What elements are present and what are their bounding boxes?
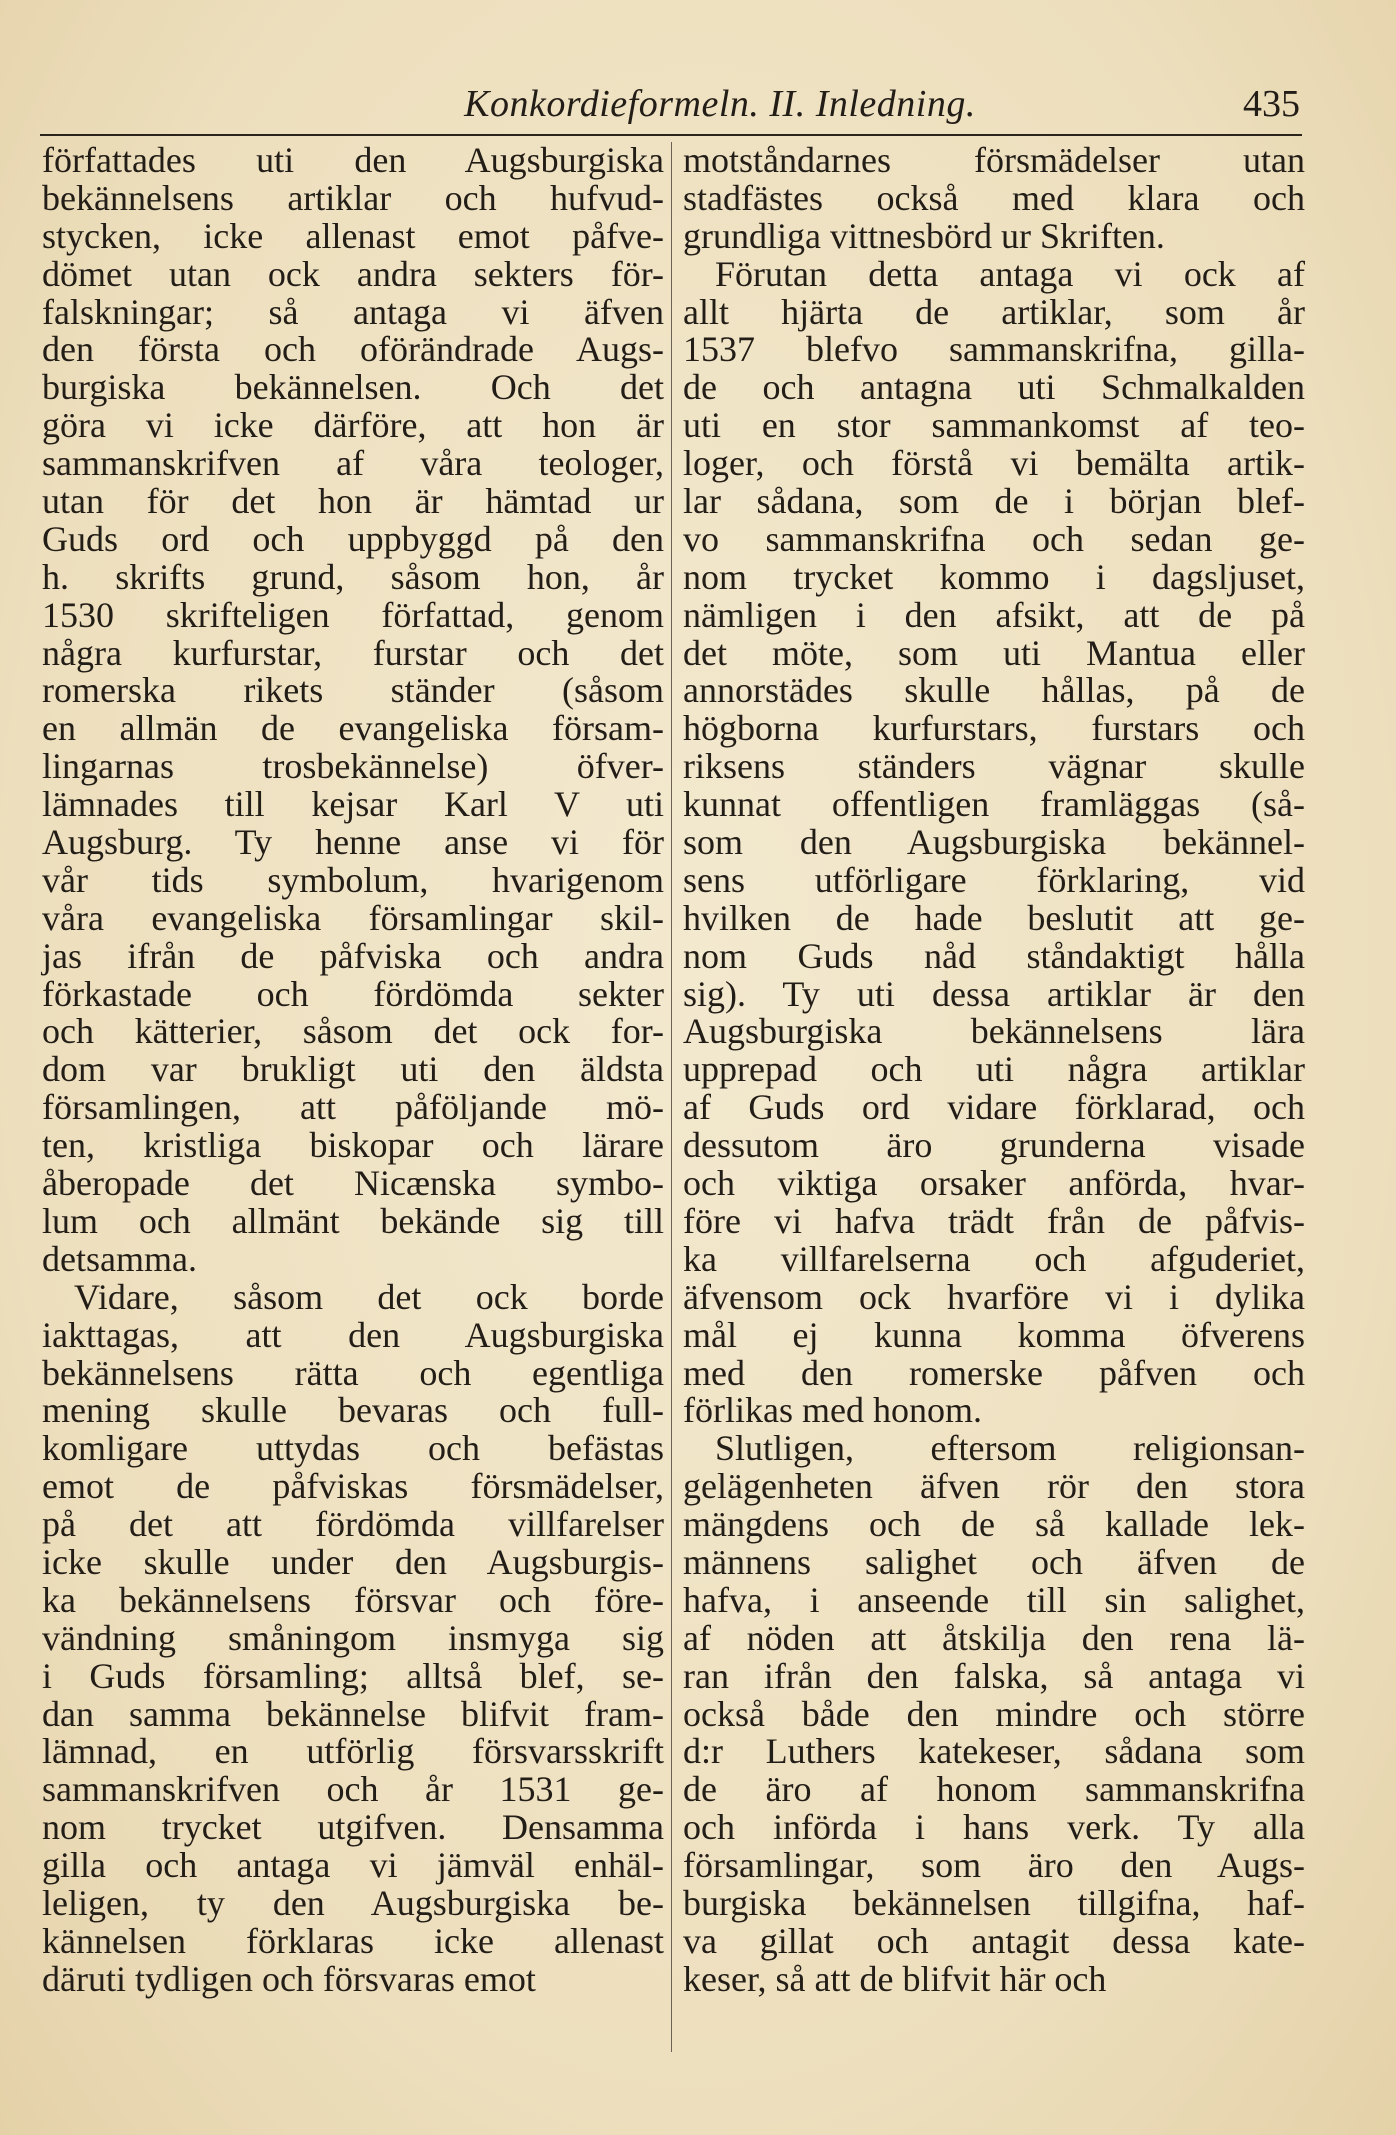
- text-line: de och antagna uti Schmalkalden: [683, 367, 1305, 408]
- text-line: som den Augsburgiska bekännel-: [683, 822, 1305, 863]
- text-line: af nöden att åtskilja den rena lä-: [683, 1617, 1305, 1658]
- text-line: ran ifrån den falska, så antaga vi: [683, 1655, 1305, 1696]
- text-line: och införda i hans verk. Ty alla: [683, 1807, 1305, 1848]
- text-line: Guds ord och uppbyggd på den: [42, 518, 664, 559]
- header-rule: [40, 134, 1302, 136]
- text-line: sammanskrifven och år 1531 ge-: [42, 1769, 664, 1810]
- text-line: jas ifrån de påfviska och andra: [42, 935, 664, 976]
- text-line: icke skulle under den Augsburgis-: [42, 1541, 664, 1582]
- text-line: mängdens och de så kallade lek-: [683, 1504, 1305, 1545]
- text-line: den första och oförändrade Augs-: [42, 329, 664, 370]
- text-line: burgiska bekännelsen. Och det: [42, 367, 664, 408]
- text-line: af Guds ord vidare förklarad, och: [683, 1087, 1305, 1128]
- text-line: åberopade det Nicænska symbo-: [42, 1163, 664, 1204]
- text-line: emot de påfviskas försmädelser,: [42, 1466, 664, 1507]
- text-line: mening skulle bevaras och full-: [42, 1390, 664, 1431]
- text-line: 1537 blefvo sammanskrifna, gilla-: [683, 329, 1305, 370]
- text-line: våra evangeliska församlingar skil-: [42, 897, 664, 938]
- text-line: sig). Ty uti dessa artiklar är den: [683, 973, 1305, 1014]
- text-line: nom trycket kommo i dagsljuset,: [683, 556, 1305, 597]
- text-line: nom trycket utgifven. Densamma: [42, 1807, 664, 1848]
- text-line: vår tids symbolum, hvarigenom: [42, 859, 664, 900]
- text-line: 1530 skrifteligen författad, genom: [42, 594, 664, 635]
- text-line: bekännelsens artiklar och hufvud-: [42, 177, 664, 218]
- left-column: [42, 142, 664, 1999]
- text-line: detsamma.: [42, 1238, 197, 1279]
- text-line: göra vi icke därföre, att hon är: [42, 405, 664, 446]
- text-line: och kätterier, såsom det ock for-: [42, 1011, 664, 1052]
- text-line: lingarnas trosbekännelse) öfver-: [42, 746, 664, 787]
- text-line: annorstädes skulle hållas, på de: [683, 670, 1305, 711]
- text-line: på det att fördömda villfarelser: [42, 1504, 664, 1545]
- text-line: vo sammanskrifna och sedan ge-: [683, 518, 1305, 559]
- text-line: romerska rikets ständer (såsom: [42, 670, 664, 711]
- text-line: några kurfurstar, furstar och det: [42, 632, 664, 673]
- text-line: högborna kurfurstars, furstars och: [683, 708, 1305, 749]
- text-line: va gillat och antagit dessa kate-: [683, 1920, 1305, 1961]
- text-line: dömet utan ock andra sekters för-: [42, 253, 664, 294]
- text-line: mål ej kunna komma öfverens: [683, 1314, 1305, 1355]
- text-line: sens utförligare förklaring, vid: [683, 859, 1305, 900]
- text-line: uti en stor sammankomst af teo-: [683, 405, 1305, 446]
- text-line: burgiska bekännelsen tillgifna, haf-: [683, 1882, 1305, 1923]
- text-line: förkastade och fördömda sekter: [42, 973, 664, 1014]
- text-line: kunnat offentligen framläggas (så-: [683, 784, 1305, 825]
- text-line: vändning småningom insmyga sig: [42, 1617, 664, 1658]
- text-line: grundliga vittnesbörd ur Skriften.: [683, 215, 1165, 256]
- text-line: h. skrifts grund, såsom hon, år: [42, 556, 664, 597]
- text-line: motståndarnes försmädelser utan: [683, 140, 1305, 180]
- text-line: loger, och förstå vi bemälta artik-: [683, 443, 1305, 484]
- text-line: dom var brukligt uti den äldsta: [42, 1049, 664, 1090]
- text-line: falskningar; så antaga vi äfven: [42, 291, 664, 332]
- text-line: också både den mindre och större: [683, 1693, 1305, 1734]
- text-line: nämligen i den afsikt, att de på: [683, 594, 1305, 635]
- text-line: ka villfarelserna och afguderiet,: [683, 1238, 1305, 1279]
- text-line: hvilken de hade beslutit att ge-: [683, 897, 1305, 938]
- text-line: d:r Luthers katekeser, sådana som: [683, 1731, 1305, 1772]
- text-line: författades uti den Augsburgiska: [42, 140, 664, 180]
- text-line: Augsburgiska bekännelsens lära: [683, 1011, 1305, 1052]
- text-line: keser, så att de blifvit här och: [683, 1958, 1107, 1999]
- text-line: lämnad, en utförlig försvarsskrift: [42, 1731, 664, 1772]
- text-line: Augsburg. Ty henne anse vi för: [42, 822, 664, 863]
- text-line: en allmän de evangeliska försam-: [42, 708, 664, 749]
- text-line: upprepad och uti några artiklar: [683, 1049, 1305, 1090]
- text-line: riksens ständers vägnar skulle: [683, 746, 1305, 787]
- text-line: ten, kristliga biskopar och lärare: [42, 1125, 664, 1166]
- text-line: församlingar, som äro den Augs-: [683, 1845, 1305, 1886]
- text-line: och viktiga orsaker anförda, hvar-: [683, 1163, 1305, 1204]
- text-line: stycken, icke allenast emot påfve-: [42, 215, 664, 256]
- text-line: sammanskrifven af våra teologer,: [42, 443, 664, 484]
- text-line: leligen, ty den Augsburgiska be-: [42, 1882, 664, 1923]
- text-line: i Guds församling; alltså blef, se-: [42, 1655, 664, 1696]
- column-divider: [671, 142, 672, 2052]
- text-line: iakttagas, att den Augsburgiska: [42, 1314, 664, 1355]
- text-line: stadfästes också med klara och: [683, 177, 1305, 218]
- page-number: 435: [1243, 83, 1300, 125]
- text-line: med den romerske påfven och: [683, 1352, 1305, 1393]
- text-line: Förutan detta antaga vi ock af: [715, 253, 1305, 294]
- text-line: äfvensom ock hvarföre vi i dylika: [683, 1276, 1305, 1317]
- page-header: [40, 82, 1300, 132]
- running-title: Konkordieformeln. II. Inledning.: [464, 83, 976, 125]
- text-line: utan för det hon är hämtad ur: [42, 481, 664, 522]
- text-line: förlikas med honom.: [683, 1390, 982, 1431]
- text-line: det möte, som uti Mantua eller: [683, 632, 1305, 673]
- text-line: lämnades till kejsar Karl V uti: [42, 784, 664, 825]
- text-line: gelägenheten äfven rör den stora: [683, 1466, 1305, 1507]
- text-line: Vidare, såsom det ock borde: [74, 1276, 664, 1317]
- text-line: gilla och antaga vi jämväl enhäl-: [42, 1845, 664, 1886]
- text-line: komligare uttydas och befästas: [42, 1428, 664, 1469]
- right-column: [683, 142, 1305, 1999]
- text-line: nom Guds nåd ståndaktigt hålla: [683, 935, 1305, 976]
- text-line: lar sådana, som de i början blef-: [683, 481, 1305, 522]
- text-line: däruti tydligen och försvaras emot: [42, 1958, 536, 1999]
- text-line: lum och allmänt bekände sig till: [42, 1200, 664, 1241]
- text-line: Slutligen, eftersom religionsan-: [715, 1428, 1305, 1469]
- text-line: allt hjärta de artiklar, som år: [683, 291, 1305, 332]
- text-line: de äro af honom sammanskrifna: [683, 1769, 1305, 1810]
- text-line: församlingen, att påföljande mö-: [42, 1087, 664, 1128]
- text-line: kännelsen förklaras icke allenast: [42, 1920, 664, 1961]
- text-line: före vi hafva trädt från de påfvis-: [683, 1200, 1305, 1241]
- text-line: dessutom äro grunderna visade: [683, 1125, 1305, 1166]
- text-line: bekännelsens rätta och egentliga: [42, 1352, 664, 1393]
- text-line: hafva, i anseende till sin salighet,: [683, 1579, 1305, 1620]
- text-line: männens salighet och äfven de: [683, 1541, 1305, 1582]
- text-line: dan samma bekännelse blifvit fram-: [42, 1693, 664, 1734]
- text-line: ka bekännelsens försvar och före-: [42, 1579, 664, 1620]
